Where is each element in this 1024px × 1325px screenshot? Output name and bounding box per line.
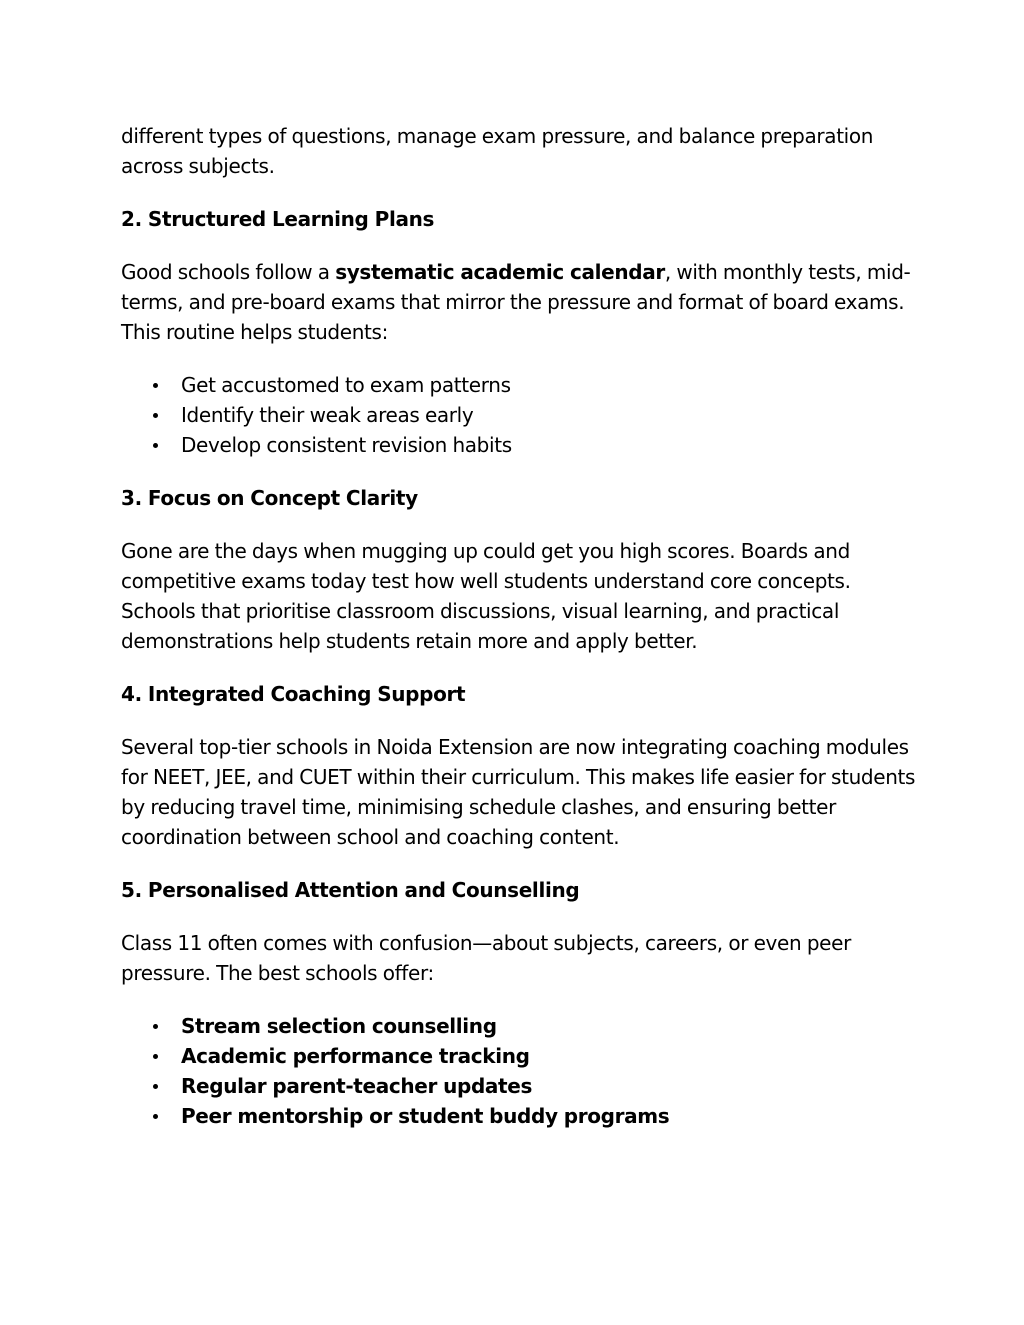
paragraph-text-end: , with monthly tests, mid-terms, and pre-board exams that mirror the pressure and format of board exams. This routine helps students: <box>121 260 911 344</box>
list-item: Regular parent-teacher updates <box>121 1071 921 1101</box>
counselling-offer-list <box>121 1011 921 1131</box>
section-heading-coaching-support: 4. Integrated Coaching Support <box>121 682 466 706</box>
paragraph-bold-phrase: systematic academic calendar <box>335 260 665 284</box>
list-item: Get accustomed to exam patterns <box>121 370 921 400</box>
intro-paragraph: different types of questions, manage exam pressure, and balance preparation across subjects. <box>121 124 874 178</box>
structured-learning-list <box>121 370 921 460</box>
list-item: Identify their weak areas early <box>121 400 921 430</box>
paragraph-text-start: Good schools follow a <box>121 260 336 284</box>
personalised-attention-paragraph: Class 11 often comes with confusion—about subjects, careers, or even peer pressure. The best schools offer: <box>121 931 851 985</box>
list-item: Develop consistent revision habits <box>121 430 921 460</box>
coaching-support-paragraph: Several top-tier schools in Noida Extension are now integrating coaching modules for NEET, JEE, and CUET within their curriculum. This makes life easier for students by reducing travel time, minimising schedule clashes, and ensuring better coordination between school and coaching content. <box>121 735 916 849</box>
concept-clarity-paragraph: Gone are the days when mugging up could get you high scores. Boards and competitive exams today test how well students understand core concepts. Schools that prioritise classroom discussions, visual learning, and practical demonstrations help students retain more and apply better. <box>121 539 851 653</box>
list-item: Stream selection counselling <box>121 1011 921 1041</box>
section-heading-structured-learning: 2. Structured Learning Plans <box>121 207 435 231</box>
document-page <box>121 121 921 1131</box>
section-heading-personalised-attention: 5. Personalised Attention and Counselling <box>121 878 580 902</box>
section-heading-concept-clarity: 3. Focus on Concept Clarity <box>121 486 418 510</box>
structured-learning-paragraph <box>121 257 921 347</box>
list-item: Academic performance tracking <box>121 1041 921 1071</box>
list-item: Peer mentorship or student buddy programs <box>121 1101 921 1131</box>
